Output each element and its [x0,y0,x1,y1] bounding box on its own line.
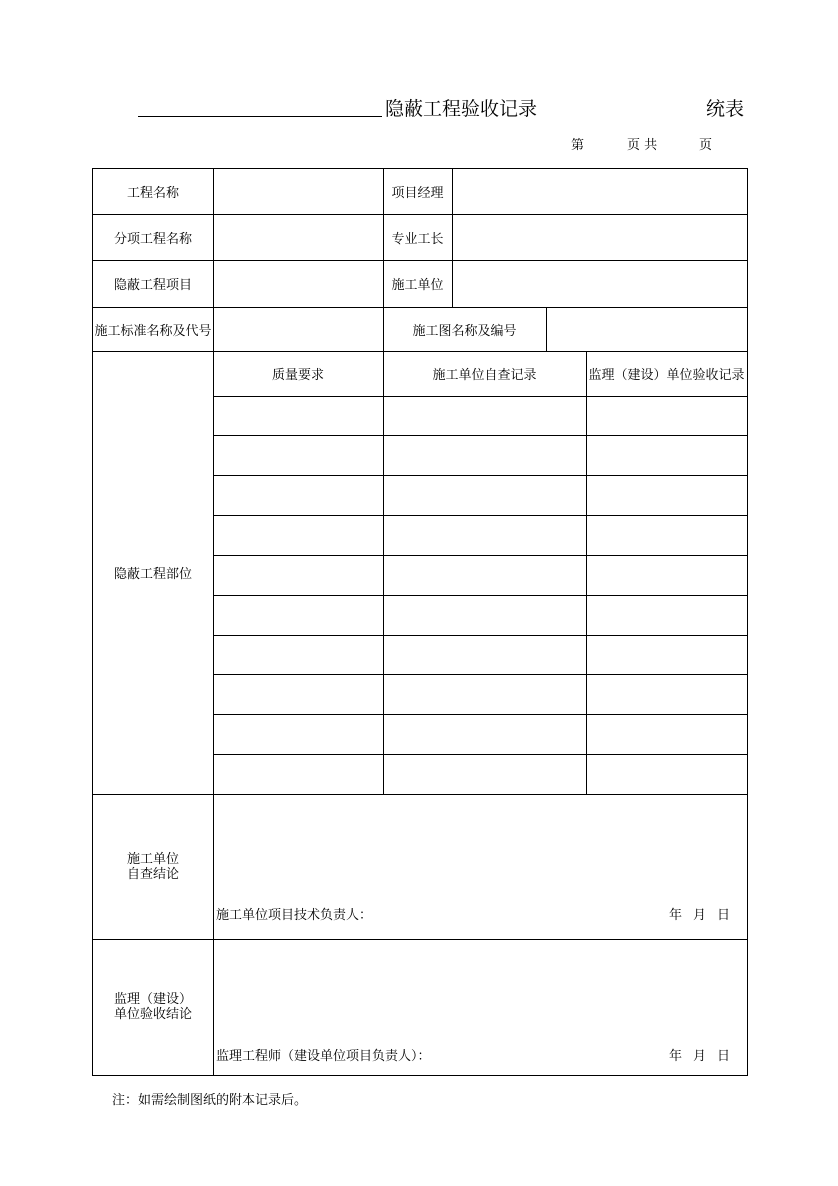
project-name-label: 工程名称 [126,186,179,201]
page-prefix: 第 [571,138,585,153]
supervision-conclusion-label [93,939,213,1075]
footnote: 注：如需绘制图纸的附本记录后。 [112,1093,308,1108]
col-divider [586,351,587,794]
grid-row-divider [213,555,747,556]
hidden-item-label: 隐蔽工程项目 [113,278,192,293]
date-day: 日 [717,908,731,923]
grid-row-divider [213,435,747,436]
date-day: 日 [717,1049,731,1064]
column-header-self-check: 施工单位自查记录 [432,368,537,383]
col-divider [213,169,214,1075]
col-divider [546,307,547,351]
self-check-signer: 施工单位项目技术负责人： [216,908,373,923]
label-line: 监理（建设） [113,992,192,1007]
construction-unit-label: 施工单位 [391,278,444,293]
date-month: 月 [693,908,707,923]
page-suffix: 页 [699,138,713,153]
hidden-location-label: 隐蔽工程部位 [113,567,192,582]
grid-row-divider [213,674,747,675]
date-year: 年 [669,1049,683,1064]
label-line: 单位验收结论 [113,1007,192,1022]
drawing-label: 施工图名称及编号 [412,323,517,339]
project-manager-label: 项目经理 [391,186,444,201]
grid-row-divider [213,515,747,516]
label-line: 施工单位 [126,851,179,867]
col-divider [452,169,453,307]
grid-row-divider [213,754,747,755]
title-blank-line [138,116,382,117]
sub-project-label: 分项工程名称 [113,231,192,247]
column-header-supervision: 监理（建设）单位验收记录 [588,368,745,383]
page-mid: 页 共 [627,138,658,153]
grid-row-divider [213,595,747,596]
date-month: 月 [693,1049,707,1064]
foreman-label: 专业工长 [391,231,444,247]
form-suffix: 统表 [706,98,745,120]
supervision-signer: 监理工程师（建设单位项目负责人）： [216,1049,431,1064]
column-header-quality: 质量要求 [271,368,324,383]
page-title: 隐蔽工程验收记录 [385,98,538,120]
inspection-form [92,168,748,1076]
label-line: 自查结论 [126,866,179,882]
grid-row-divider [213,635,747,636]
date-year: 年 [669,908,683,923]
standard-label: 施工标准名称及代号 [94,323,212,339]
grid-row-divider [213,714,747,715]
grid-row-divider [213,396,747,397]
grid-row-divider [213,475,747,476]
self-check-conclusion-label [93,794,213,939]
